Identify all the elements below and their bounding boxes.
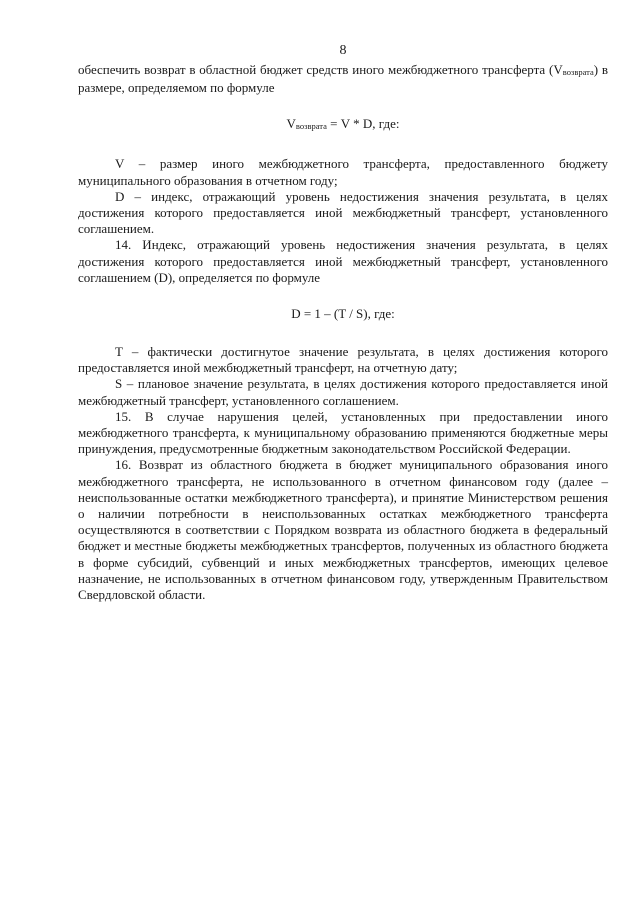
definition-t: T – фактически достигнутое значение результата, в целях достижения которого предоставляется иной межбюджетный трансферт, на отчетную дату; (78, 344, 608, 376)
definition-s: S – плановое значение результата, в целях достижения которого предоставляется иной межбюджетный трансферт, установленного соглашением. (78, 376, 608, 408)
definition-d: D – индекс, отражающий уровень недостижения значения результата, в целях достижения которого предоставляется иной межбюджетный трансферт, установленного соглашением. (78, 188, 608, 237)
formula-return-subscript: возврата (295, 121, 327, 132)
paragraph-return-intro-line1: обеспечить возврат в областной бюджет средств иного межбюджетного трансферта (78, 62, 546, 77)
paragraph-return-intro-subscript: возврата (562, 67, 594, 77)
document-page (78, 42, 608, 603)
formula-index: D = 1 – (T / S), где: (291, 306, 395, 322)
paragraph-return-intro-open: (V (549, 62, 563, 77)
definition-v: V – размер иного межбюджетного трансферта, предоставленного бюджету муниципального образования в отчетном году; (78, 156, 608, 188)
formula-return-lhs: V (286, 116, 296, 132)
item-14: 14. Индекс, отражающий уровень недостижения значения результата, в целях достижения которого предоставляется иной межбюджетный трансферт, установленного соглашением (D), определяется по формуле (78, 237, 608, 285)
formula-return-amount (78, 116, 608, 134)
page-number: 8 (339, 43, 347, 58)
paragraph-return-intro (78, 62, 608, 96)
item-15: 15. В случае нарушения целей, установленных при предоставлении иного межбюджетного трансферта, к муниципальному образованию применяются бюджетные меры принуждения, предусмотренные бюджетным законодательством Российской Федерации. (78, 408, 608, 457)
item-16: 16. Возврат из областного бюджета в бюджет муниципального образования иного межбюджетного трансферта, не использованного в отчетном финансовом году (далее – неиспользованные остатки межбюджетного трансферта), и принятие Министерством решения о наличии потребности в неиспользованных остатках межбюджетного трансферта осуществляются в соответствии с Порядком возврата из областного бюджета в федеральный бюджет и местные бюджеты межбюджетных трансфертов, полученных из областного бюджета в форме субсидий, субвенций и иных межбюджетных трансфертов, имеющих целевое назначение, не использованных в отчетном финансовом году, утвержденным Правительством Свердловской области. (78, 457, 608, 603)
formula-return-rhs: = V * D, где: (326, 116, 400, 132)
paragraph-return-intro-rest: ) в размере, определяемом по формуле (78, 62, 609, 96)
